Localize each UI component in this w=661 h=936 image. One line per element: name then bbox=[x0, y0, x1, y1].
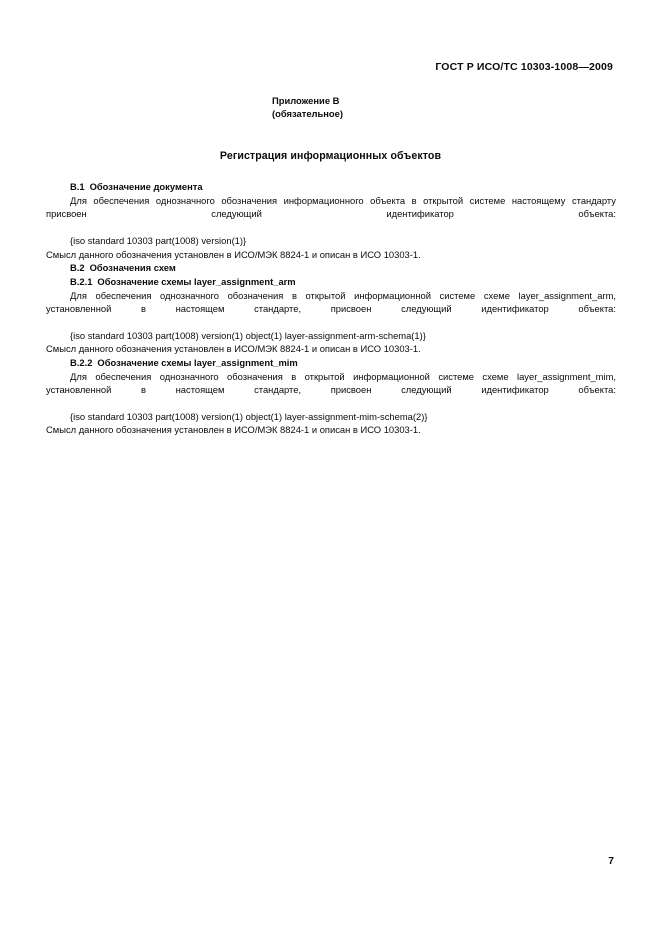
heading-b2-1 bbox=[70, 275, 616, 288]
annex-title: Регистрация информационных объектов bbox=[219, 150, 442, 162]
heading-b1-number: B.1 bbox=[70, 181, 85, 192]
annex-caption bbox=[272, 94, 343, 120]
heading-b2-number: B.2 bbox=[70, 261, 85, 273]
running-head: ГОСТ Р ИСО/ТС 10303-1008—2009 bbox=[435, 61, 613, 73]
heading-b2-title: Обозначения схем bbox=[89, 261, 176, 273]
heading-b2 bbox=[70, 261, 616, 274]
document-body bbox=[46, 180, 616, 437]
note-b1: Смысл данного обозначения установлен в ИСО/МЭК 8824-1 и описан в ИСО 10303-1. bbox=[46, 248, 421, 260]
annex-status: (обязательное) bbox=[272, 108, 343, 120]
note-b2-1: Смысл данного обозначения установлен в ИСО/МЭК 8824-1 и описан в ИСО 10303-1. bbox=[46, 343, 421, 355]
annex-label: Приложение В bbox=[272, 95, 340, 106]
heading-b2-2-number: B.2.2 bbox=[70, 356, 93, 368]
paragraph-b1-intro: Для обеспечения однозначного обозначения информационного объекта в открытой системе настоящему стандарту присвоен следующий идентификатор объекта: bbox=[46, 194, 616, 220]
paragraph-b2-2-intro: Для обеспечения однозначного обозначения в открытой информационной системе схеме layer_assignment_mim, установленной в настоящем стандарте, присвоен следующий идентификатор объекта: bbox=[46, 370, 616, 396]
object-identifier-arm-schema: {iso standard 10303 part(1008) version(1) object(1) layer-assignment-arm-schema(1)} bbox=[70, 329, 426, 341]
heading-b2-1-title: Обозначение схемы layer_assignment_arm bbox=[97, 275, 296, 287]
heading-b2-1-number: B.2.1 bbox=[70, 275, 93, 287]
heading-b2-2 bbox=[70, 356, 616, 369]
paragraph-b2-1-intro: Для обеспечения однозначного обозначения в открытой информационной системе схеме layer_assignment_arm, установленной в настоящем стандарте, присвоен следующий идентификатор объекта: bbox=[46, 289, 616, 315]
object-identifier-document: {iso standard 10303 part(1008) version(1)} bbox=[70, 235, 247, 247]
heading-b1 bbox=[70, 180, 616, 193]
object-identifier-mim-schema: {iso standard 10303 part(1008) version(1) object(1) layer-assignment-mim-schema(2)} bbox=[70, 410, 428, 422]
heading-b1-title: Обозначение документа bbox=[89, 181, 203, 192]
heading-b2-2-title: Обозначение схемы layer_assignment_mim bbox=[97, 356, 298, 368]
note-b2-2: Смысл данного обозначения установлен в ИСО/МЭК 8824-1 и описан в ИСО 10303-1. bbox=[46, 424, 421, 436]
page-number: 7 bbox=[608, 856, 614, 867]
